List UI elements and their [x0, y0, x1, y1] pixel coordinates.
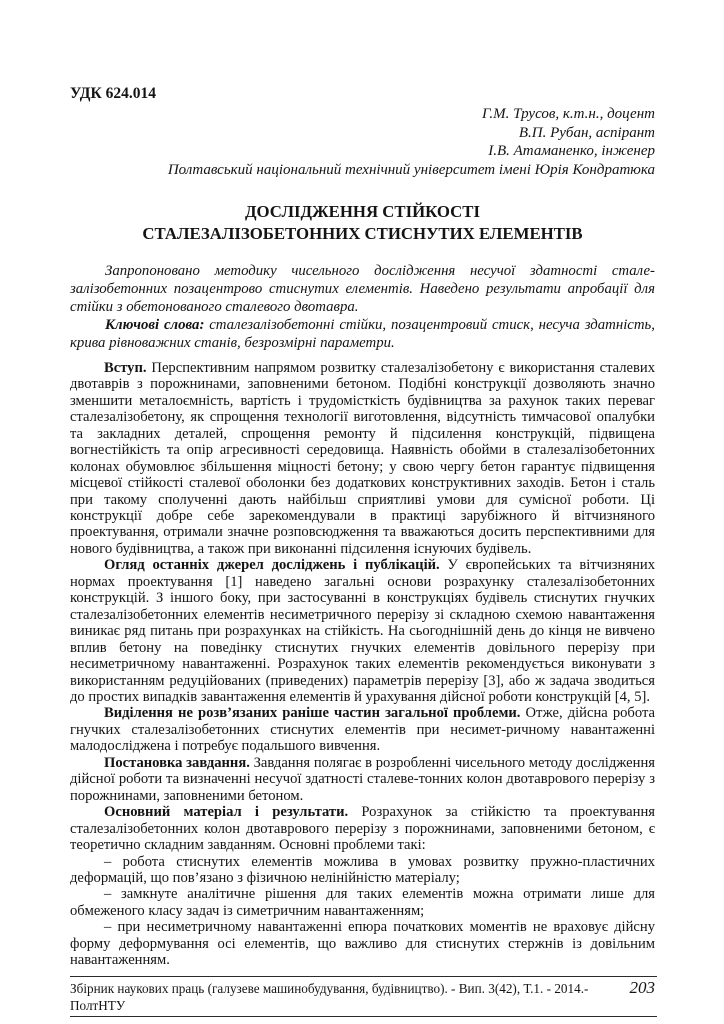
section-problem-text: Отже, дійсна робота гнучких сталезалізобетонних стиснутих елементів при несимет-ричному навантаженні малодосліджена і потребує подальшого вивчення.: [70, 705, 655, 755]
bullet-item: – робота стиснутих елементів можлива в умовах розвитку пружно-пластичних деформацій, що пов’язано з фізичною нелінійністю матеріалу;: [70, 853, 655, 886]
section-task: [70, 755, 655, 804]
author-block: [70, 105, 655, 179]
keywords-list: сталезалізобетонні стійки, позацентровий стиск, несуча здатність, крива рівноважних станів, безрозмірні параметри.: [70, 317, 655, 351]
section-main-text: Розрахунок за стійкістю та проектування сталезалізобетонних колон двотаврового перерізу з порожнинами, заповненими бетоном, є теоретично складним завданням. Основні проблеми такі:: [70, 804, 655, 854]
section-intro-heading: Вступ.: [104, 359, 147, 376]
section-review: [70, 557, 655, 705]
keywords-label: Ключові слова:: [105, 317, 205, 334]
section-review-text: У європейських та вітчизняних нормах проектування [1] наведено загальні основи розрахунку сталезалізобетонних конструкцій. З іншого боку, при застосуванні в конструкціях будівель стиснутих гнучких сталезалізобетонних елементів несиметричного перерізу зі складною схемою навантаження виникає ряд питань при розрахунках на стійкість. На сьогоднішній день до кінця не вивчено вплив бетону на поведінку стиснутих гнучких елементів довільного перерізу при несиметричному навантаженні. Розрахунок таких елементів рекомендується виконувати з використанням редуційованих (приведених) параметрів перерізу [3], або ж задача зводиться до простих випадків завантаження елементів й урахування дійсної роботи конструкцій [4, 5].: [70, 557, 655, 705]
author-line: Г.М. Трусов, к.т.н., доцент: [482, 106, 655, 122]
section-main-heading: Основний матеріал і результати.: [104, 804, 349, 821]
author-line: В.П. Рубан, аспірант: [518, 124, 655, 141]
article-title-line1: ДОСЛІДЖЕННЯ СТІЙКОСТІ: [244, 202, 481, 222]
page-footer: [70, 976, 657, 1017]
section-intro: [70, 360, 655, 557]
udc-code: УДК 624.014: [70, 85, 156, 102]
section-problem: [70, 705, 655, 754]
keywords-paragraph: [70, 317, 655, 353]
article-title-line2: СТАЛЕЗАЛІЗОБЕТОННИХ СТИСНУТИХ ЕЛЕМЕНТІВ: [142, 224, 583, 244]
section-review-heading: Огляд останніх джерел досліджень і публікацій.: [104, 557, 440, 574]
page-number: 203: [629, 978, 655, 997]
author-line: І.В. Атаманенко, інженер: [488, 143, 655, 160]
section-main: [70, 804, 655, 853]
section-task-heading: Постановка завдання.: [104, 754, 250, 771]
journal-info: Збірник наукових праць (галузеве машинобудування, будівництво). - Вип. 3(42), Т.1. - 2014.-ПолтНТУ: [70, 981, 589, 1013]
bullet-item: – при несиметричному навантаженні епюра початкових моментів не враховує дійсну форму деформування осі елементів, що важливо для стиснутих стержнів із довільним навантаженням.: [70, 919, 655, 969]
section-intro-text: Перспективним напрямом розвитку сталезалізобетону є використання сталевих двотаврів з порожнинами, заповненими бетоном. Подібні конструкції дозволяють значно зменшити металоємність, вартість і трудомісткість будівництва за рахунок таких переваг сталезалізобетону, як спрощення технології виготовлення, відсутність тимчасової опалубки та закладних деталей, спрощення ремонту й підсилення конструкцій, підвищена вогнестійкість та опір агресивності середовища. Наявність обойми в сталезалізобетонних колонах обумовлює збільшення міцності бетону; у свою чергу бетон гарантує підвищення місцевої стійкості сталевої оболонки без додаткових конструктивних заходів. Бетон і сталь при такому сполученні дають найбільш сприятливі умови для сумісної роботи. Ці конструкції добре себе зарекомендували в практиці зарубіжного й вітчизняного проектування, отримали значне розповсюдження та вважаються досить перспективними для нового будівництва, а також при виконанні підсилення існуючих будівель.: [70, 359, 655, 557]
article-title: [70, 201, 655, 245]
section-problem-heading: Виділення не розв’язаних раніше частин загальної проблеми.: [104, 705, 521, 722]
affiliation: Полтавський національний технічний університет імені Юрія Кондратюка: [167, 161, 655, 178]
abstract-text: Запропоновано методику чисельного дослідження несучої здатності стале-залізобетонних позацентрово стиснутих елементів. Наведено результати апробації для стійки з обетонованого сталевого двотавра.: [70, 263, 655, 316]
bullet-item: – замкнуте аналітичне рішення для таких елементів можна отримати лише для обмеженого класу задач із симетричним навантаженням;: [70, 886, 655, 919]
section-task-text: Завдання полягає в розробленні чисельного методу дослідження дійсної роботи та визначенні несучої здатності сталеве-тонних колон двотаврового перерізу з порожнинами, заповненими бетоном.: [70, 754, 655, 804]
